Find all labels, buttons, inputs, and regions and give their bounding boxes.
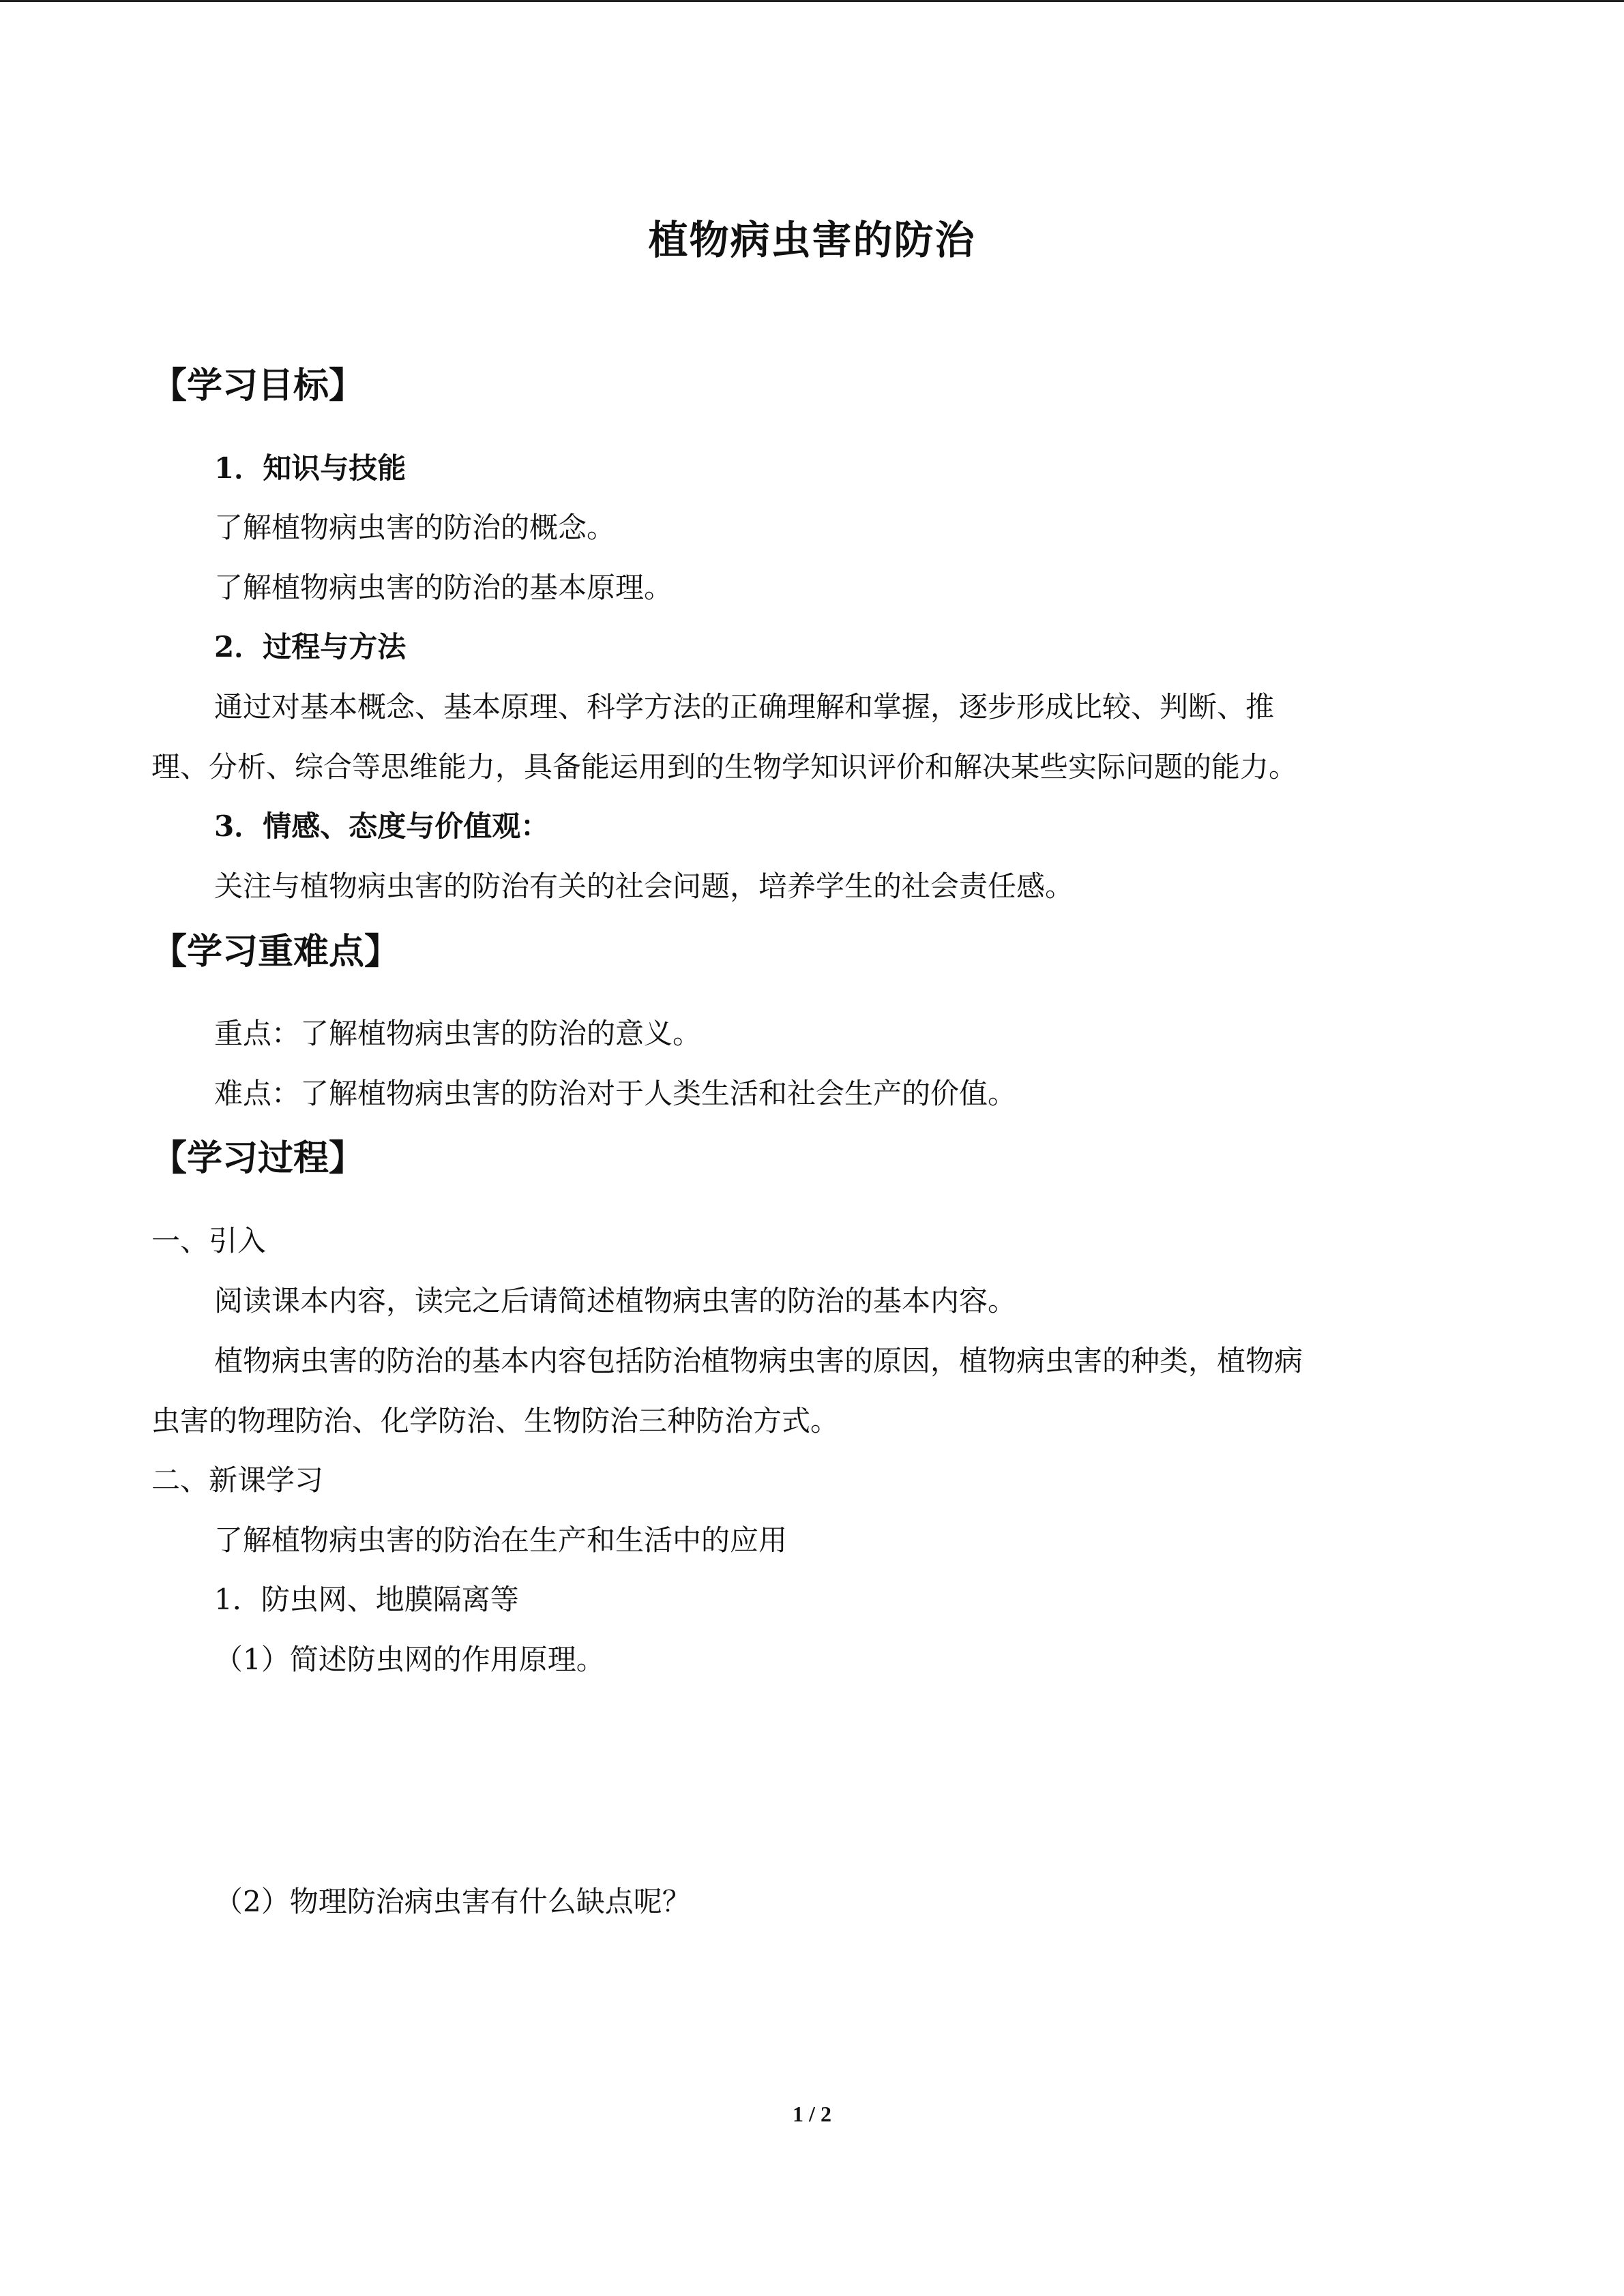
question-one: （1）简述防虫网的作用原理。 [214,1643,605,1676]
item-one-text: 1．防虫网、地膜隔离等 [214,1583,519,1616]
intro-prompt: 阅读课本内容，读完之后请简述植物病虫害的防治的基本内容。 [214,1284,1017,1317]
intro-answer-line: 植物病虫害的防治的基本内容包括防治植物病虫害的原因，植物病虫害的种类，植物病 [214,1344,1303,1377]
new-lesson-intro: 了解植物病虫害的防治在生产和生活中的应用 [214,1523,788,1557]
question-two: （2）物理防治病虫害有什么缺点呢？ [214,1885,691,1918]
knowledge-item: 了解植物病虫害的防治的概念。 [214,511,616,544]
knowledge-heading: 1．知识与技能 [214,451,407,485]
attitude-heading: 3．情感、态度与价值观： [214,809,550,843]
process-section-heading: 【学习过程】 [151,1138,365,1179]
key-points-heading: 【学习重难点】 [151,931,400,972]
process-line: 通过对基本概念、基本原理、科学方法的正确理解和掌握，逐步形成比较、判断、推 [214,690,1275,724]
process-line: 理、分析、综合等思维能力，具备能运用到的生物学知识评价和解决某些实际问题的能力。 [151,750,1298,784]
page-top-border [0,0,1624,2]
document-title: 植物病虫害的防治 [648,217,976,263]
process-heading: 2．过程与方法 [214,630,407,664]
attitude-text: 关注与植物病虫害的防治有关的社会问题，培养学生的社会责任感。 [214,869,1074,903]
knowledge-item: 了解植物病虫害的防治的基本原理。 [214,571,673,604]
intro-answer-line: 虫害的物理防治、化学防治、生物防治三种防治方式。 [151,1404,840,1437]
difficult-point-text: 难点：了解植物病虫害的防治对于人类生活和社会生产的价值。 [214,1077,1017,1110]
key-point-text: 重点：了解植物病虫害的防治的意义。 [214,1017,702,1050]
intro-heading: 一、引入 [151,1224,267,1257]
page-number: 1 / 2 [793,2102,831,2126]
objectives-heading: 【学习目标】 [151,366,365,406]
new-lesson-heading: 二、新课学习 [151,1463,324,1497]
